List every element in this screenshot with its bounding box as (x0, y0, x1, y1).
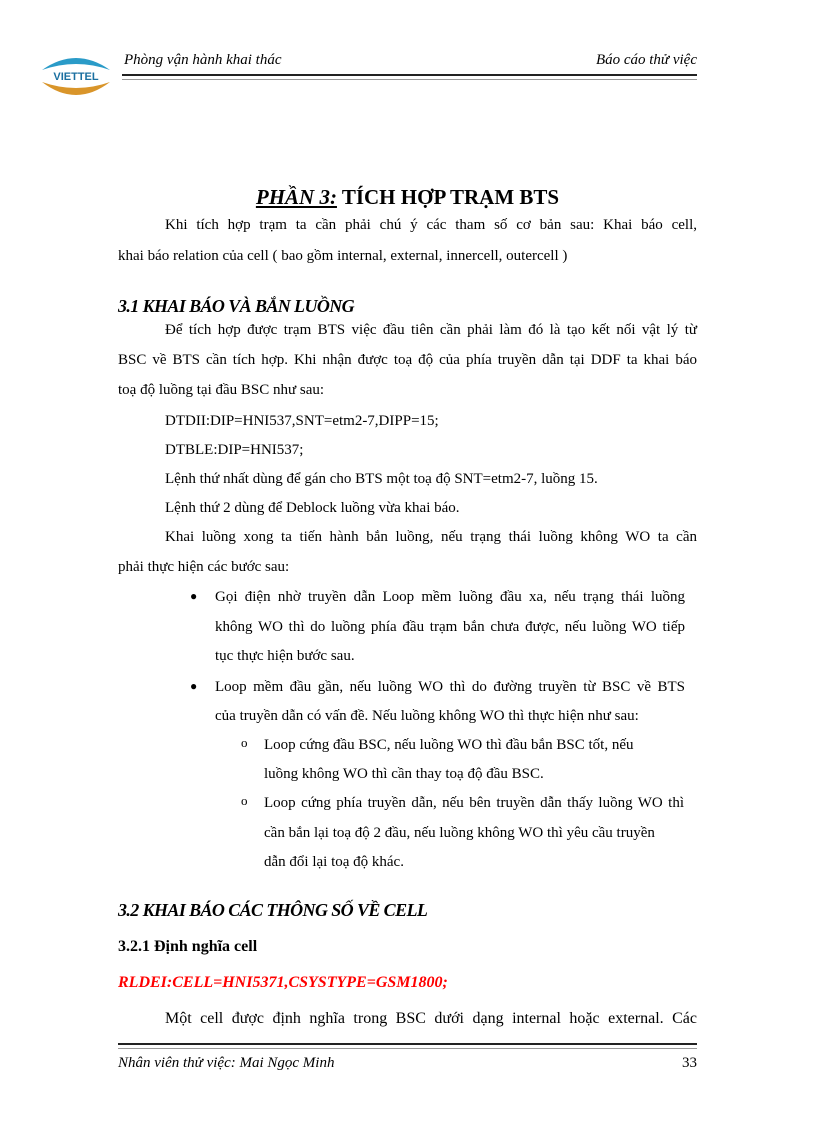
header-department: Phòng vận hành khai thác (124, 52, 282, 68)
subbullet-line: dẫn đổi lại toạ độ khác. (264, 854, 404, 870)
command-line: DTBLE:DIP=HNI537; (165, 442, 304, 458)
para-line: toạ độ luồng tại đầu BSC như sau: (118, 382, 325, 398)
command-line: DTDII:DIP=HNI537,SNT=etm2-7,DIPP=15; (165, 413, 439, 429)
title-main: TÍCH HỢP TRẠM BTS (336, 185, 560, 209)
para-line: phải thực hiện các bước sau: (118, 559, 290, 575)
section-heading: 3.1 KHAI BÁO VÀ BẮN LUỒNG (118, 296, 355, 316)
bullet-line: Loop mềm đầu gần, nếu luồng WO thì do đường truyền từ BSC về BTS (215, 679, 685, 695)
section-heading: 3.2 KHAI BÁO CÁC THÔNG SỐ VỀ CELL (118, 900, 428, 920)
circle-bullet-icon: o (241, 793, 248, 808)
title-prefix: PHẦN 3: (255, 185, 337, 209)
para-line: Lệnh thứ 2 dùng để Deblock luồng vừa khai báo. (165, 500, 460, 516)
footer-author: Nhân viên thử việc: Mai Ngọc Minh (118, 1055, 335, 1071)
intro-line: Khi tích hợp trạm ta cần phải chú ý các tham số cơ bản sau: Khai báo cell, (165, 217, 697, 233)
para-line: Để tích hợp được trạm BTS việc đầu tiên cần phải làm đó là tạo kết nối vật lý từ (165, 322, 697, 338)
footer-rule (118, 1043, 697, 1049)
header-report: Báo cáo thử việc (595, 52, 697, 68)
subsection-heading: 3.2.1 Định nghĩa cell (118, 938, 258, 955)
bullet-line: tục thực hiện bước sau. (215, 648, 355, 664)
para-line: Lệnh thứ nhất dùng để gán cho BTS một toạ độ SNT=etm2-7, luồng 15. (165, 471, 598, 487)
header-rule (122, 74, 697, 80)
subbullet-line: Loop cứng phía truyền dẫn, nếu bên truyền dẫn thấy luồng WO thì (264, 795, 684, 811)
intro-line: khai báo relation của cell ( bao gồm internal, external, innercell, outercell ) (118, 248, 568, 264)
page-title (118, 185, 697, 209)
svg-text:VIETTEL: VIETTEL (53, 71, 99, 83)
subbullet-line: cần bắn lại toạ độ 2 đầu, nếu luồng không WO thì yêu cầu truyền (264, 825, 655, 841)
para-line: BSC về BTS cần tích hợp. Khi nhận được toạ độ của phía truyền dẫn tại DDF ta khai báo (118, 352, 697, 368)
command-line: RLDEI:CELL=HNI5371,CSYSTYPE=GSM1800; (118, 974, 448, 991)
para-line: Khai luồng xong ta tiến hành bắn luồng, nếu trạng thái luồng không WO ta cần (165, 529, 697, 545)
bullet-line: không WO thì do luồng phía đầu trạm bắn chưa được, nếu luồng WO tiếp (215, 619, 685, 635)
circle-bullet-icon: o (241, 735, 248, 750)
bullet-icon: ● (190, 679, 198, 693)
viettel-logo (38, 52, 114, 100)
para-line: Một cell được định nghĩa trong BSC dưới dạng internal hoặc external. Các (165, 1010, 697, 1027)
bullet-icon: ● (190, 589, 198, 603)
subbullet-line: luồng không WO thì cần thay toạ độ đầu BSC. (264, 766, 544, 782)
page-number: 33 (682, 1055, 697, 1071)
bullet-line: của truyền dẫn có vấn đề. Nếu luồng không WO thì thực hiện như sau: (215, 708, 639, 724)
subbullet-line: Loop cứng đầu BSC, nếu luồng WO thì đầu bắn BSC tốt, nếu (264, 737, 634, 753)
bullet-line: Gọi điện nhờ truyền dẫn Loop mềm luồng đầu xa, nếu trạng thái luồng (215, 589, 685, 605)
